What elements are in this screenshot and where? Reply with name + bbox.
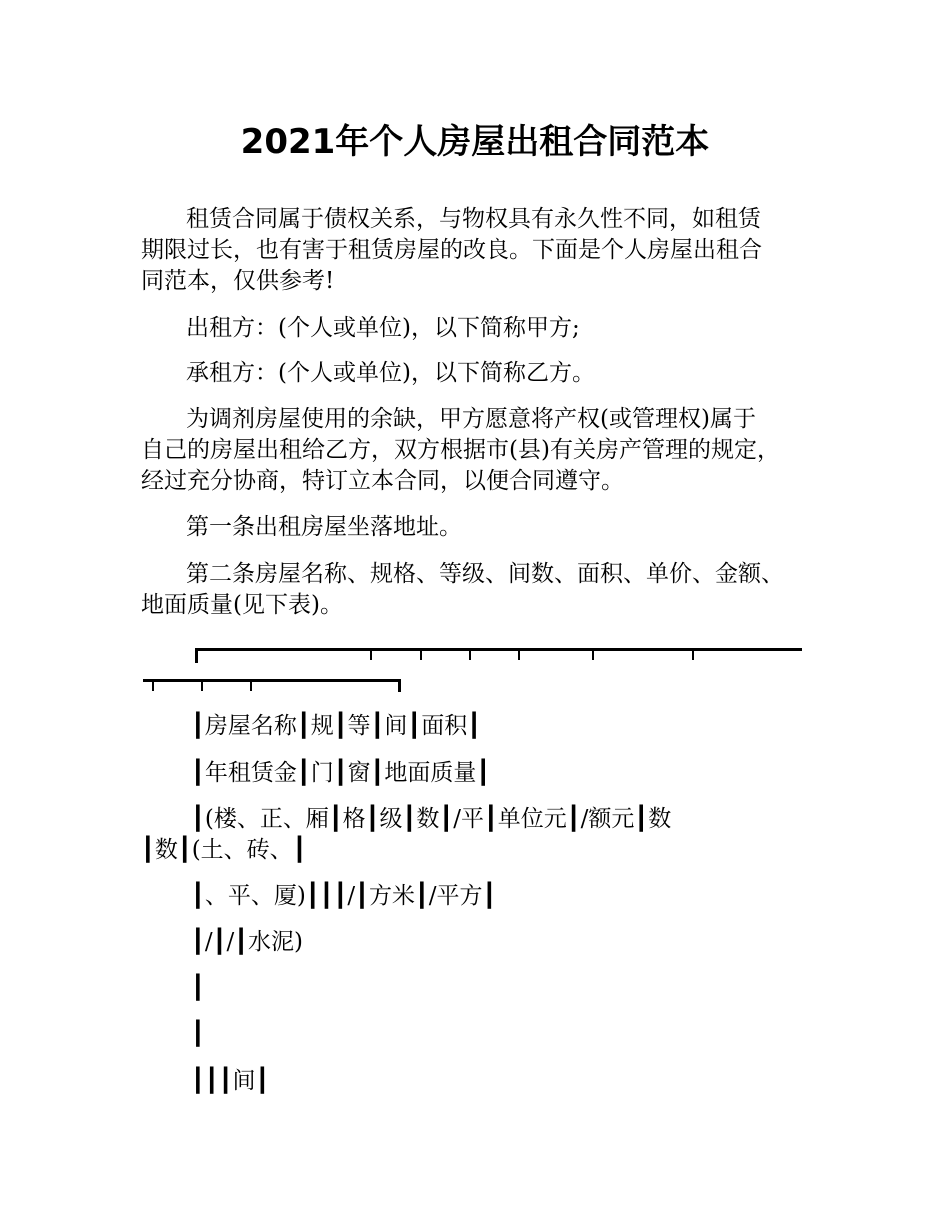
table-tick-rule [420,648,422,660]
text-line: 同范本，仅供参考! [141,268,335,294]
text-line: 为调剂房屋使用的余缺，甲方愿意将产权(或管理权)属于 [186,406,756,432]
text-line: 地面质量(见下表)。 [141,592,343,618]
table-row [141,927,821,958]
text-line: 自己的房屋出租给乙方，双方根据市(县)有关房产管理的规定， [141,437,780,463]
table-corner-rule [195,648,198,663]
paragraph-article-1 [141,512,821,543]
paragraph-article-2 [141,559,821,621]
page-title: 2021年个人房屋出租合同范本 [240,122,710,162]
table-top-rule [195,648,802,651]
text-line: ┃数┃(土、砖、┃ [141,837,307,863]
table-corner-rule [398,679,401,692]
table-tick-rule [592,648,594,660]
table-row [141,1019,821,1050]
paragraph-purpose [141,404,821,497]
text-line: ┃ [191,975,205,1001]
table-tick-rule [518,648,520,660]
table-row [141,881,821,912]
text-line: 租赁合同属于债权关系，与物权具有永久性不同，如租赁 [186,206,761,232]
text-line: 经过充分协商，特订立本合同，以便合同遵守。 [141,468,624,494]
text-line: ┃┃┃间┃ [191,1068,270,1094]
table-tick-rule [692,648,694,660]
text-line: 第一条出租房屋坐落地址。 [186,514,462,540]
table-tick-rule [201,679,203,691]
text-line: ┃年租赁金┃门┃窗┃地面质量┃ [191,760,491,786]
table-row [141,804,821,866]
paragraph-lessor [141,313,821,344]
table-row [141,711,821,742]
table-row [141,758,821,789]
table-tick-rule [250,679,252,691]
table-tick-rule [152,679,154,691]
text-line: ┃、平、厦)┃┃┃/┃方米┃/平方┃ [191,883,497,909]
text-line: 承租方：(个人或单位)，以下简称乙方。 [186,360,595,386]
table-second-rule [143,679,401,682]
text-line: ┃(楼、正、厢┃格┃级┃数┃/平┃单位元┃/额元┃数 [191,806,672,832]
text-line: 出租方：(个人或单位)，以下简称甲方; [186,315,580,341]
text-line: ┃ [191,1021,205,1047]
table-row [141,973,821,1004]
text-line: 第二条房屋名称、规格、等级、间数、面积、单价、金额、 [186,561,784,587]
text-line: ┃房屋名称┃规┃等┃间┃面积┃ [191,713,482,739]
table-row [141,1066,821,1097]
text-line: ┃/┃/┃水泥) [191,929,304,955]
table-tick-rule [370,648,372,660]
paragraph-lessee [141,358,821,389]
text-line: 期限过长，也有害于租赁房屋的改良。下面是个人房屋出租合 [141,237,762,263]
table-tick-rule [469,648,471,660]
paragraph-intro [141,204,821,297]
